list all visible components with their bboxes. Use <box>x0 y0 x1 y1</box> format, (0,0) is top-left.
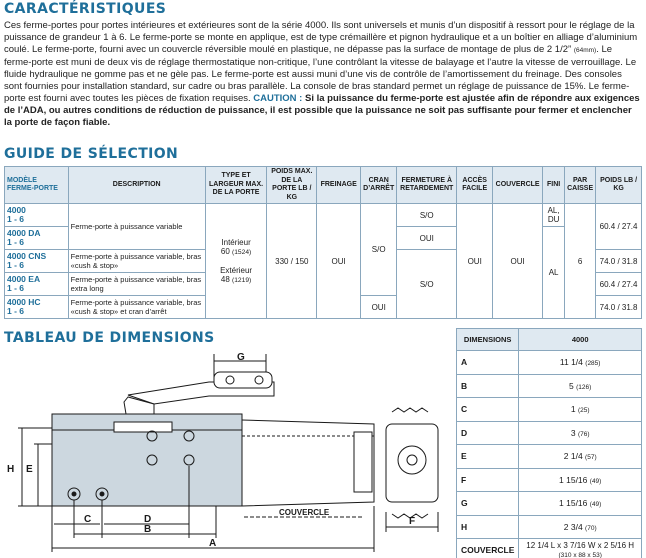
dim-key: A <box>457 351 519 375</box>
mount-screw-2-dot <box>100 492 104 496</box>
side-view-pinion-center <box>407 455 417 465</box>
header-braking: FREINAGE <box>317 167 361 204</box>
table-row <box>457 539 642 558</box>
unit-weight-cell: 74.0 / 31.8 <box>596 296 642 319</box>
delay-cell: OUI <box>397 227 457 250</box>
dim-key: F <box>457 468 519 492</box>
header-delay: FERMETURE À RETARDEMENT <box>397 167 457 204</box>
cover-value: 12 1/4 L x 3 7/16 W x 2 5/16 H (310 x 88 x 53) <box>519 539 642 558</box>
label-h: H <box>7 464 15 475</box>
label-c: C <box>84 514 92 525</box>
description-cell: Ferme-porte à puissance variable, bras «cush & stop» et cran d’arrêt <box>68 296 205 319</box>
model-cell: 4000 HC 1 - 6 <box>5 296 69 319</box>
finish-cell: AL, DU <box>543 204 565 227</box>
side-view-teeth-top <box>392 408 428 412</box>
header-model: MODÈLE FERME-PORTE <box>5 167 69 204</box>
model-cell: 4000 CNS 1 - 6 <box>5 250 69 273</box>
dim-key: H <box>457 515 519 539</box>
dim-value: 3 (76) <box>519 421 642 445</box>
model-cell: 4000 1 - 6 <box>5 204 69 227</box>
selection-heading: GUIDE DE SÉLECTION <box>4 146 179 162</box>
header-finish: FINI <box>543 167 565 204</box>
table-row <box>457 421 642 445</box>
header-cover: COUVERCLE <box>493 167 543 204</box>
table-row <box>457 445 642 469</box>
characteristics-heading: CARACTÉRISTIQUES <box>4 1 167 17</box>
dim-value: 2 1/4 (57) <box>519 445 642 469</box>
desc-p2: . Le ferme-porte est muni de deux vis de réglage thermostatique non-critique, l’une contrôlant la vitesse de balayage et l’autre la vitesse de verrouillage. Le fluide hydraulique ne gomme pas et ne gèle pas. Le ferme-porte est aussi muni d’une vis de contrôle de l’amortissement du freinage. Des consoles sont fournies pour installation standard, sur cadre ou bras parallèle. La console de bras standard permet un réglage de puissance de 15%. Le ferme-porte est fourni avec toutes les pièces de fixation requises. <box>4 44 637 104</box>
desc-p1: Ces ferme-portes pour portes intérieures et extérieures sont de la série 4000. Ils sont universels et munis d’un dispositif à ressort pour le réglage de la puissance de grandeur 1 à 6. Le ferme-porte se monte en applique, est de type crémaillère et pignon hydraulique et a un boîtier en alliage d’aluminium coulé. Le ferme-porte, fourni avec un couvercle réversible moulé en plastique, ne dépasse pas la surface de montage de plus de 2 1/2” <box>4 20 638 55</box>
caution-label: CAUTION : <box>253 93 303 104</box>
selection-table <box>4 166 642 319</box>
model-cell: 4000 EA 1 - 6 <box>5 273 69 296</box>
caution-text: Si la puissance du ferme-porte est ajustée afin de répondre aux exigences de l’ADA, ou autres conditions de réduction de puissance, il est possible que la puissance ne soit pas suffisante pour fermer et enclencher la porte de façon fiable. <box>4 93 640 128</box>
dim-value: 1 15/16 (49) <box>519 492 642 516</box>
label-f: F <box>409 516 416 527</box>
diagram-svg <box>4 352 452 556</box>
table-row <box>457 351 642 375</box>
model-header: 4000 <box>519 329 642 351</box>
header-type: TYPE ET LARGEUR MAX. DE LA PORTE <box>205 167 267 204</box>
label-d: D <box>144 514 152 525</box>
unit-weight-cell: 60.4 / 27.4 <box>596 204 642 250</box>
per-box-cell: 6 <box>565 204 596 319</box>
label-e: E <box>26 464 33 475</box>
dim-value: 5 (126) <box>519 374 642 398</box>
unit-weight-cell: 60.4 / 27.4 <box>596 273 642 296</box>
header-stop: CRAN D’ARRÊT <box>361 167 397 204</box>
dim-key: C <box>457 398 519 422</box>
dimensions-heading: TABLEAU DE DIMENSIONS <box>4 330 215 346</box>
header-weight: POIDS MAX. DE LA PORTE LB / KG <box>267 167 317 204</box>
door-type-cell: Intérieur 60 (1524) Extérieur 48 (1219) <box>205 204 267 319</box>
desc-unit: (64mm) <box>573 47 597 54</box>
label-a: A <box>209 538 217 549</box>
table-row <box>457 468 642 492</box>
cover-cell: OUI <box>493 204 543 319</box>
label-g: G <box>237 352 245 363</box>
delay-cell: S/O <box>397 250 457 319</box>
dim-value: 1 15/16 (49) <box>519 468 642 492</box>
weight-cell: 330 / 150 <box>267 204 317 319</box>
table-row <box>457 515 642 539</box>
finish-cell: AL <box>543 227 565 319</box>
door-closer-diagram <box>4 352 452 556</box>
characteristics-text <box>4 20 642 129</box>
dim-value: 2 3/4 (70) <box>519 515 642 539</box>
cover-key: COUVERCLE <box>457 539 519 558</box>
table-row <box>457 374 642 398</box>
dimensions-table <box>456 328 642 558</box>
table-row <box>457 398 642 422</box>
dim-key: E <box>457 445 519 469</box>
braking-cell: OUI <box>317 204 361 319</box>
dim-value: 1 (25) <box>519 398 642 422</box>
cover-end <box>354 432 372 492</box>
label-b: B <box>144 524 152 535</box>
dim-key: B <box>457 374 519 398</box>
header-unit-weight: POIDS LB / KG <box>596 167 642 204</box>
description-cell: Ferme-porte à puissance variable, bras extra long <box>68 273 205 296</box>
table-row <box>5 204 642 227</box>
delay-cell: S/O <box>397 204 457 227</box>
stop-cell: OUI <box>361 296 397 319</box>
access-cell: OUI <box>457 204 493 319</box>
header-description: DESCRIPTION <box>68 167 205 204</box>
dim-key: D <box>457 421 519 445</box>
header-per-box: PAR CAISSE <box>565 167 596 204</box>
label-cover: COUVERCLE <box>279 508 330 517</box>
dim-value: 11 1/4 (285) <box>519 351 642 375</box>
dim-key: G <box>457 492 519 516</box>
body-hub <box>114 422 172 432</box>
mount-screw-1-dot <box>72 492 76 496</box>
dimensions-header: DIMENSIONS <box>457 329 519 351</box>
unit-weight-cell: 74.0 / 31.8 <box>596 250 642 273</box>
header-access: ACCÈS FACILE <box>457 167 493 204</box>
table-row <box>457 492 642 516</box>
model-cell: 4000 DA 1 - 6 <box>5 227 69 250</box>
description-cell: Ferme-porte à puissance variable <box>68 204 205 250</box>
description-cell: Ferme-porte à puissance variable, bras «cush & stop» <box>68 250 205 273</box>
stop-cell: S/O <box>361 204 397 296</box>
